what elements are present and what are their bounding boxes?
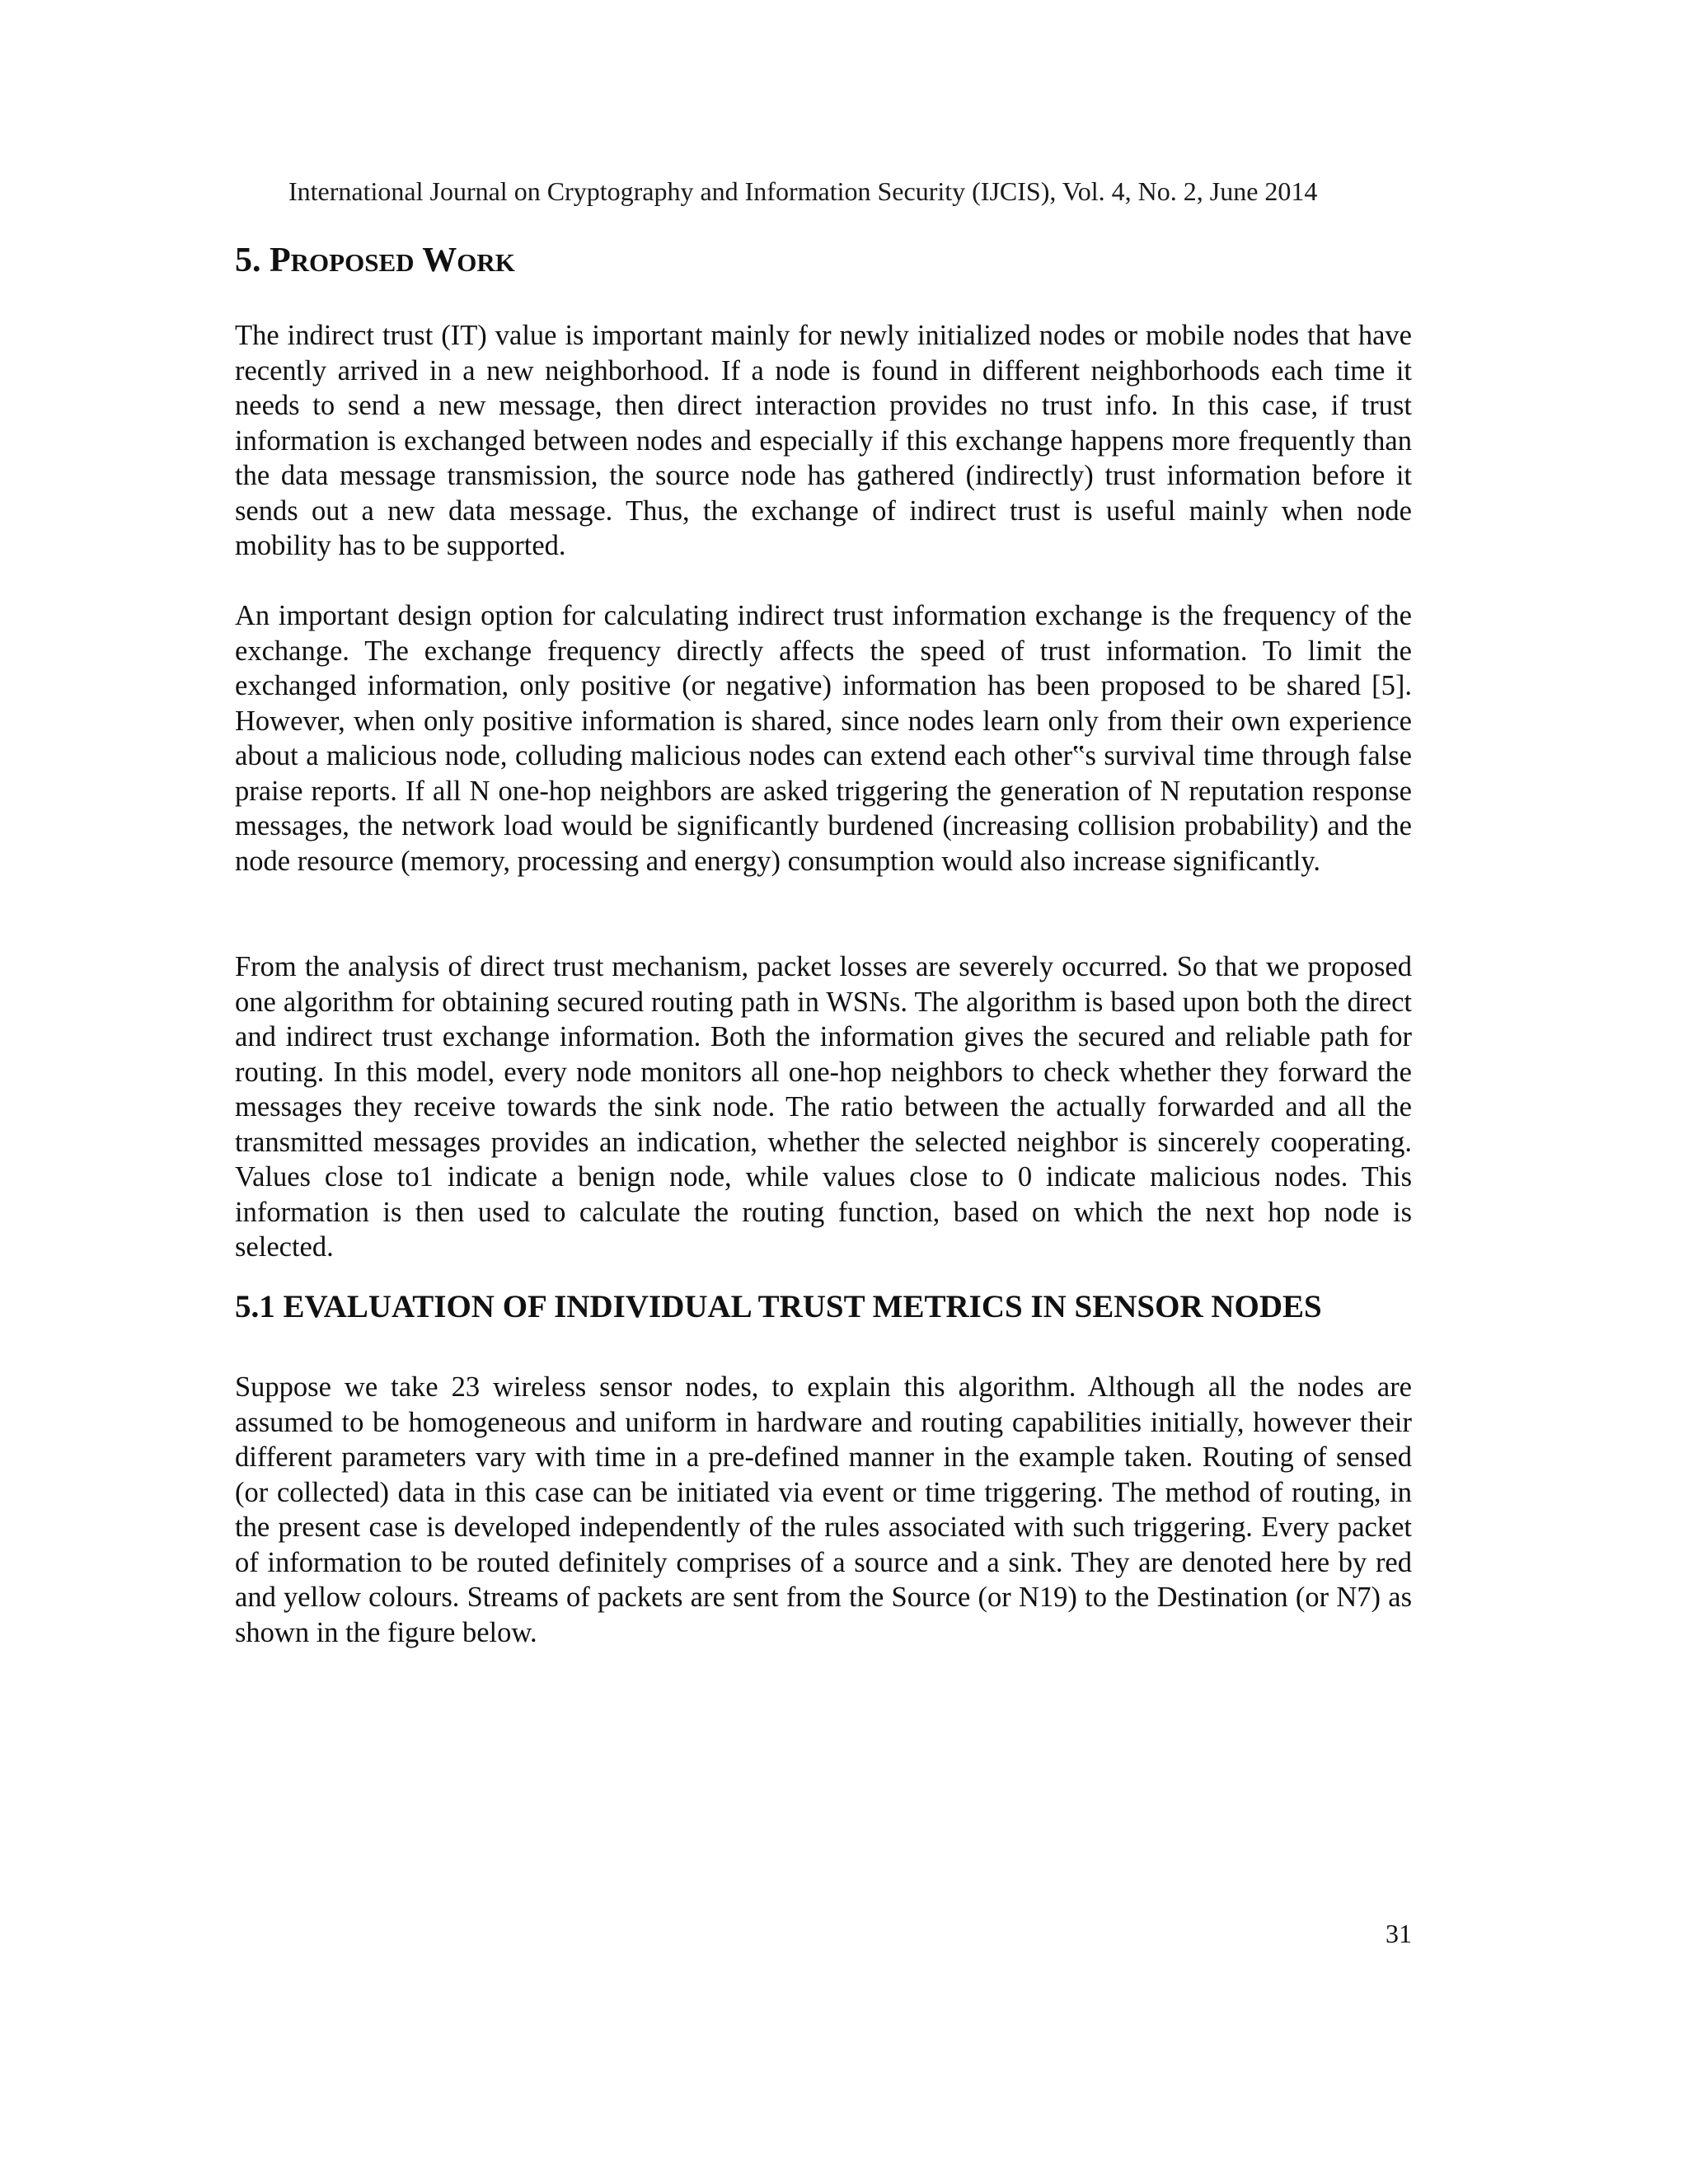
section-title: PROPOSED WORK: [270, 241, 515, 279]
paragraph-design-option: An important design option for calculating indirect trust information exchange is the frequency of the exchange. The exchange frequency directly affects the speed of trust information. To limit the exchanged information, only positive (or negative) information has been proposed to be shared [5]. However, when only positive information is shared, since nodes learn only from their own experience about a malicious node, colluding malicious nodes can extend each other‟s survival time through false praise reports. If all N one-hop neighbors are asked triggering the generation of N reputation response messages, the network load would be significantly burdened (increasing collision probability) and the node resource (memory, processing and energy) consumption would also increase significantly.: [235, 600, 1412, 877]
paragraph-indirect-trust: The indirect trust (IT) value is important mainly for newly initialized nodes or mobile nodes that have recently arrived in a new neighborhood. If a node is found in different neighborhoods each time it needs to send a new message, then direct interaction provides no trust info. In this case, if trust information is exchanged between nodes and especially if this exchange happens more frequently than the data message transmission, the source node has gathered (indirectly) trust information before it sends out a new data message. Thus, the exchange of indirect trust is useful mainly when node mobility has to be supported.: [235, 320, 1412, 561]
page-number: 31: [1386, 1919, 1412, 1948]
running-header: International Journal on Cryptography and Information Security (IJCIS), Vol. 4, No. 2, June 2014: [288, 176, 1318, 206]
section-number: 5.: [235, 241, 261, 279]
paragraph-sensor-nodes: Suppose we take 23 wireless sensor nodes, to explain this algorithm. Although all the nodes are assumed to be homogeneous and uniform in hardware and routing capabilities initially, however their different parameters vary with time in a pre-defined manner in the example taken. Routing of sensed (or collected) data in this case can be initiated via event or time triggering. The method of routing, in the present case is developed independently of the rules associated with such triggering. Every packet of information to be routed definitely comprises of a source and a sink. They are denoted here by red and yellow colours. Streams of packets are sent from the Source (or N19) to the Destination (or N7) as shown in the figure below.: [235, 1371, 1412, 1648]
paragraph-proposed-algorithm: From the analysis of direct trust mechanism, packet losses are severely occurred. So that we proposed one algorithm for obtaining secured routing path in WSNs. The algorithm is based upon both the direct and indirect trust exchange information. Both the information gives the secured and reliable path for routing. In this model, every node monitors all one-hop neighbors to check whether they forward the messages they receive towards the sink node. The ratio between the actually forwarded and all the transmitted messages provides an indication, whether the selected neighbor is sincerely cooperating. Values close to1 indicate a benign node, while values close to 0 indicate malicious nodes. This information is then used to calculate the routing function, based on which the next hop node is selected.: [235, 951, 1412, 1263]
section-heading: [235, 239, 515, 284]
subsection-heading: 5.1 EVALUATION OF INDIVIDUAL TRUST METRICS IN SENSOR NODES: [235, 1289, 1322, 1324]
